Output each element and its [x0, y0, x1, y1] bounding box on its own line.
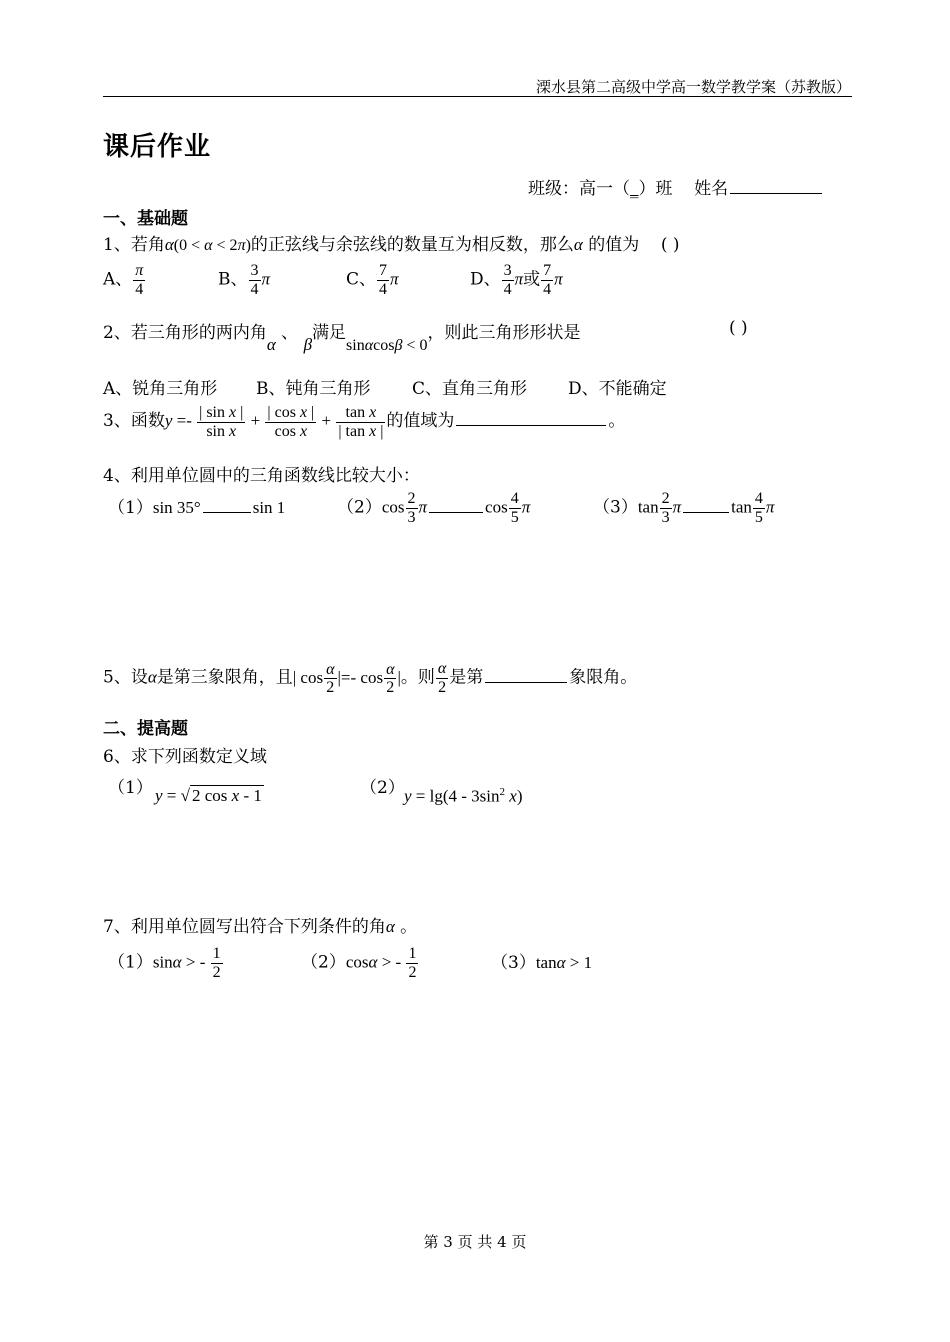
- q2-beta: β: [303, 335, 313, 354]
- q7-alpha: α: [385, 917, 395, 936]
- q1-alpha: α: [164, 235, 174, 254]
- q5-condition: | cos $\frac{\alpha}{2}$ |=- cos $\frac{\alpha}{2}$ |: [292, 660, 401, 697]
- q6-part-1-function: y = √ 2 cos x - 1: [155, 786, 262, 805]
- q5-suffix: 象限角。: [569, 667, 638, 688]
- q1-option-c: C、 $\frac{7}{4}$ π: [346, 262, 399, 298]
- q7-parts: [108, 945, 592, 981]
- q2-suffix: ，则此三角形形状是: [427, 323, 581, 343]
- q1-range: (0 < α < 2π): [173, 237, 251, 254]
- q7-text: 7、利用单位圆写出符合下列条件的角: [103, 917, 386, 937]
- class-blank: _: [630, 179, 639, 199]
- q6-part-2-label: （2）: [360, 778, 405, 798]
- q1-prefix: 1、若角: [103, 235, 165, 255]
- q4-part-2: （2）cos $\frac{2}{3}$ π cos $\frac{4}{5}$ π: [337, 490, 531, 526]
- class-name-line: [528, 174, 824, 199]
- q4-parts: [108, 490, 774, 526]
- q7-part-2: （2）cosα > - $\frac{1}{2}$: [301, 945, 417, 981]
- q3-end: 。: [608, 411, 626, 431]
- q1-alpha-2: α: [573, 235, 583, 254]
- section-advanced: 二、提高题: [103, 719, 188, 739]
- q2-option-d: D、不能确定: [568, 379, 667, 399]
- q6-part-2-function: $y = \lg(4 - 3\sin^2$ x): [404, 786, 523, 806]
- class-label: 班级：高一（: [528, 179, 630, 199]
- q4-part-1: （1）sin 35° sin 1: [108, 497, 286, 518]
- q1-text: 的正弦线与余弦线的数量互为相反数，那么: [250, 235, 574, 255]
- question-7: [103, 912, 417, 937]
- page-title: 课后作业: [103, 132, 212, 162]
- question-1: [103, 230, 680, 255]
- q5-answer-blank: [485, 681, 567, 683]
- q2-paren: ( ): [729, 318, 748, 338]
- q1-option-a: A、 $\frac{\pi}{4}$: [103, 262, 144, 298]
- header-rule: [103, 96, 852, 97]
- q7-part-1: （1）sinα > - $\frac{1}{2}$: [108, 945, 221, 981]
- q1-option-b: B、 $\frac{3}{4}$ π: [218, 262, 271, 298]
- class-suffix: ）班: [638, 179, 673, 199]
- q7-end: 。: [400, 917, 418, 937]
- question-4: 4、利用单位圆中的三角函数线比较大小：: [103, 466, 420, 486]
- question-3: [103, 404, 625, 440]
- q7-part-3: （3）tanα > 1: [491, 952, 593, 973]
- q2-prefix: 2、若三角形的两内角: [103, 323, 267, 343]
- q2-option-c: C、直角三角形: [412, 379, 528, 399]
- q2-alpha: α: [266, 335, 276, 354]
- page-header: 溧水县第二高级中学高一数学教学案（苏教版）: [535, 78, 851, 96]
- q5-alpha: α: [147, 667, 157, 687]
- name-label: 姓名: [694, 179, 729, 199]
- q2-option-b: B、钝角三角形: [256, 379, 371, 399]
- q3-answer-blank: [456, 424, 606, 426]
- q2-options: [103, 374, 667, 399]
- q5-half-alpha: $\frac{\alpha}{2}$: [437, 660, 447, 696]
- q1-suffix: 的值为: [588, 235, 640, 255]
- name-blank: [730, 192, 822, 194]
- section-basic: 一、基础题: [103, 209, 188, 229]
- q4-part-3: （3）tan $\frac{2}{3}$ π tan $\frac{4}{5}$ π: [593, 490, 775, 526]
- q2-sep: 、: [281, 323, 299, 343]
- question-2: [103, 318, 581, 354]
- q1-options: [103, 262, 563, 298]
- q2-mid: 满足: [312, 323, 347, 343]
- q2-condition: sinαcosβ < 0: [346, 337, 428, 354]
- q3-suffix: 的值域为: [386, 411, 455, 431]
- q1-option-d: D、 $\frac{3}{4}$ π或 $\frac{7}{4}$ π: [470, 262, 563, 298]
- page-footer: 第 3 页 共 4 页: [423, 1233, 527, 1251]
- q1-paren: ( ): [660, 235, 680, 255]
- q6-part-1-label: （1）: [108, 778, 153, 798]
- q5-mid2: 。则: [400, 667, 435, 688]
- q5-mid: 是第三象限角，且: [156, 667, 293, 688]
- q3-prefix: 3、函数: [103, 411, 165, 431]
- question-5: [103, 660, 637, 697]
- question-6: 6、求下列函数定义域: [103, 747, 267, 767]
- q2-option-a: A、锐角三角形: [103, 379, 218, 399]
- q5-prefix: 5、设: [103, 667, 148, 688]
- q3-function: y =- $\frac{\text{| sin x |}}{\text{sin x}}$ + $\frac{\text{| cos x |}}{\text{cos x}}$ + $\frac{\text{tan x}}{\text{| tan x |}}$: [164, 404, 384, 440]
- q5-mid3: 是第: [449, 667, 484, 688]
